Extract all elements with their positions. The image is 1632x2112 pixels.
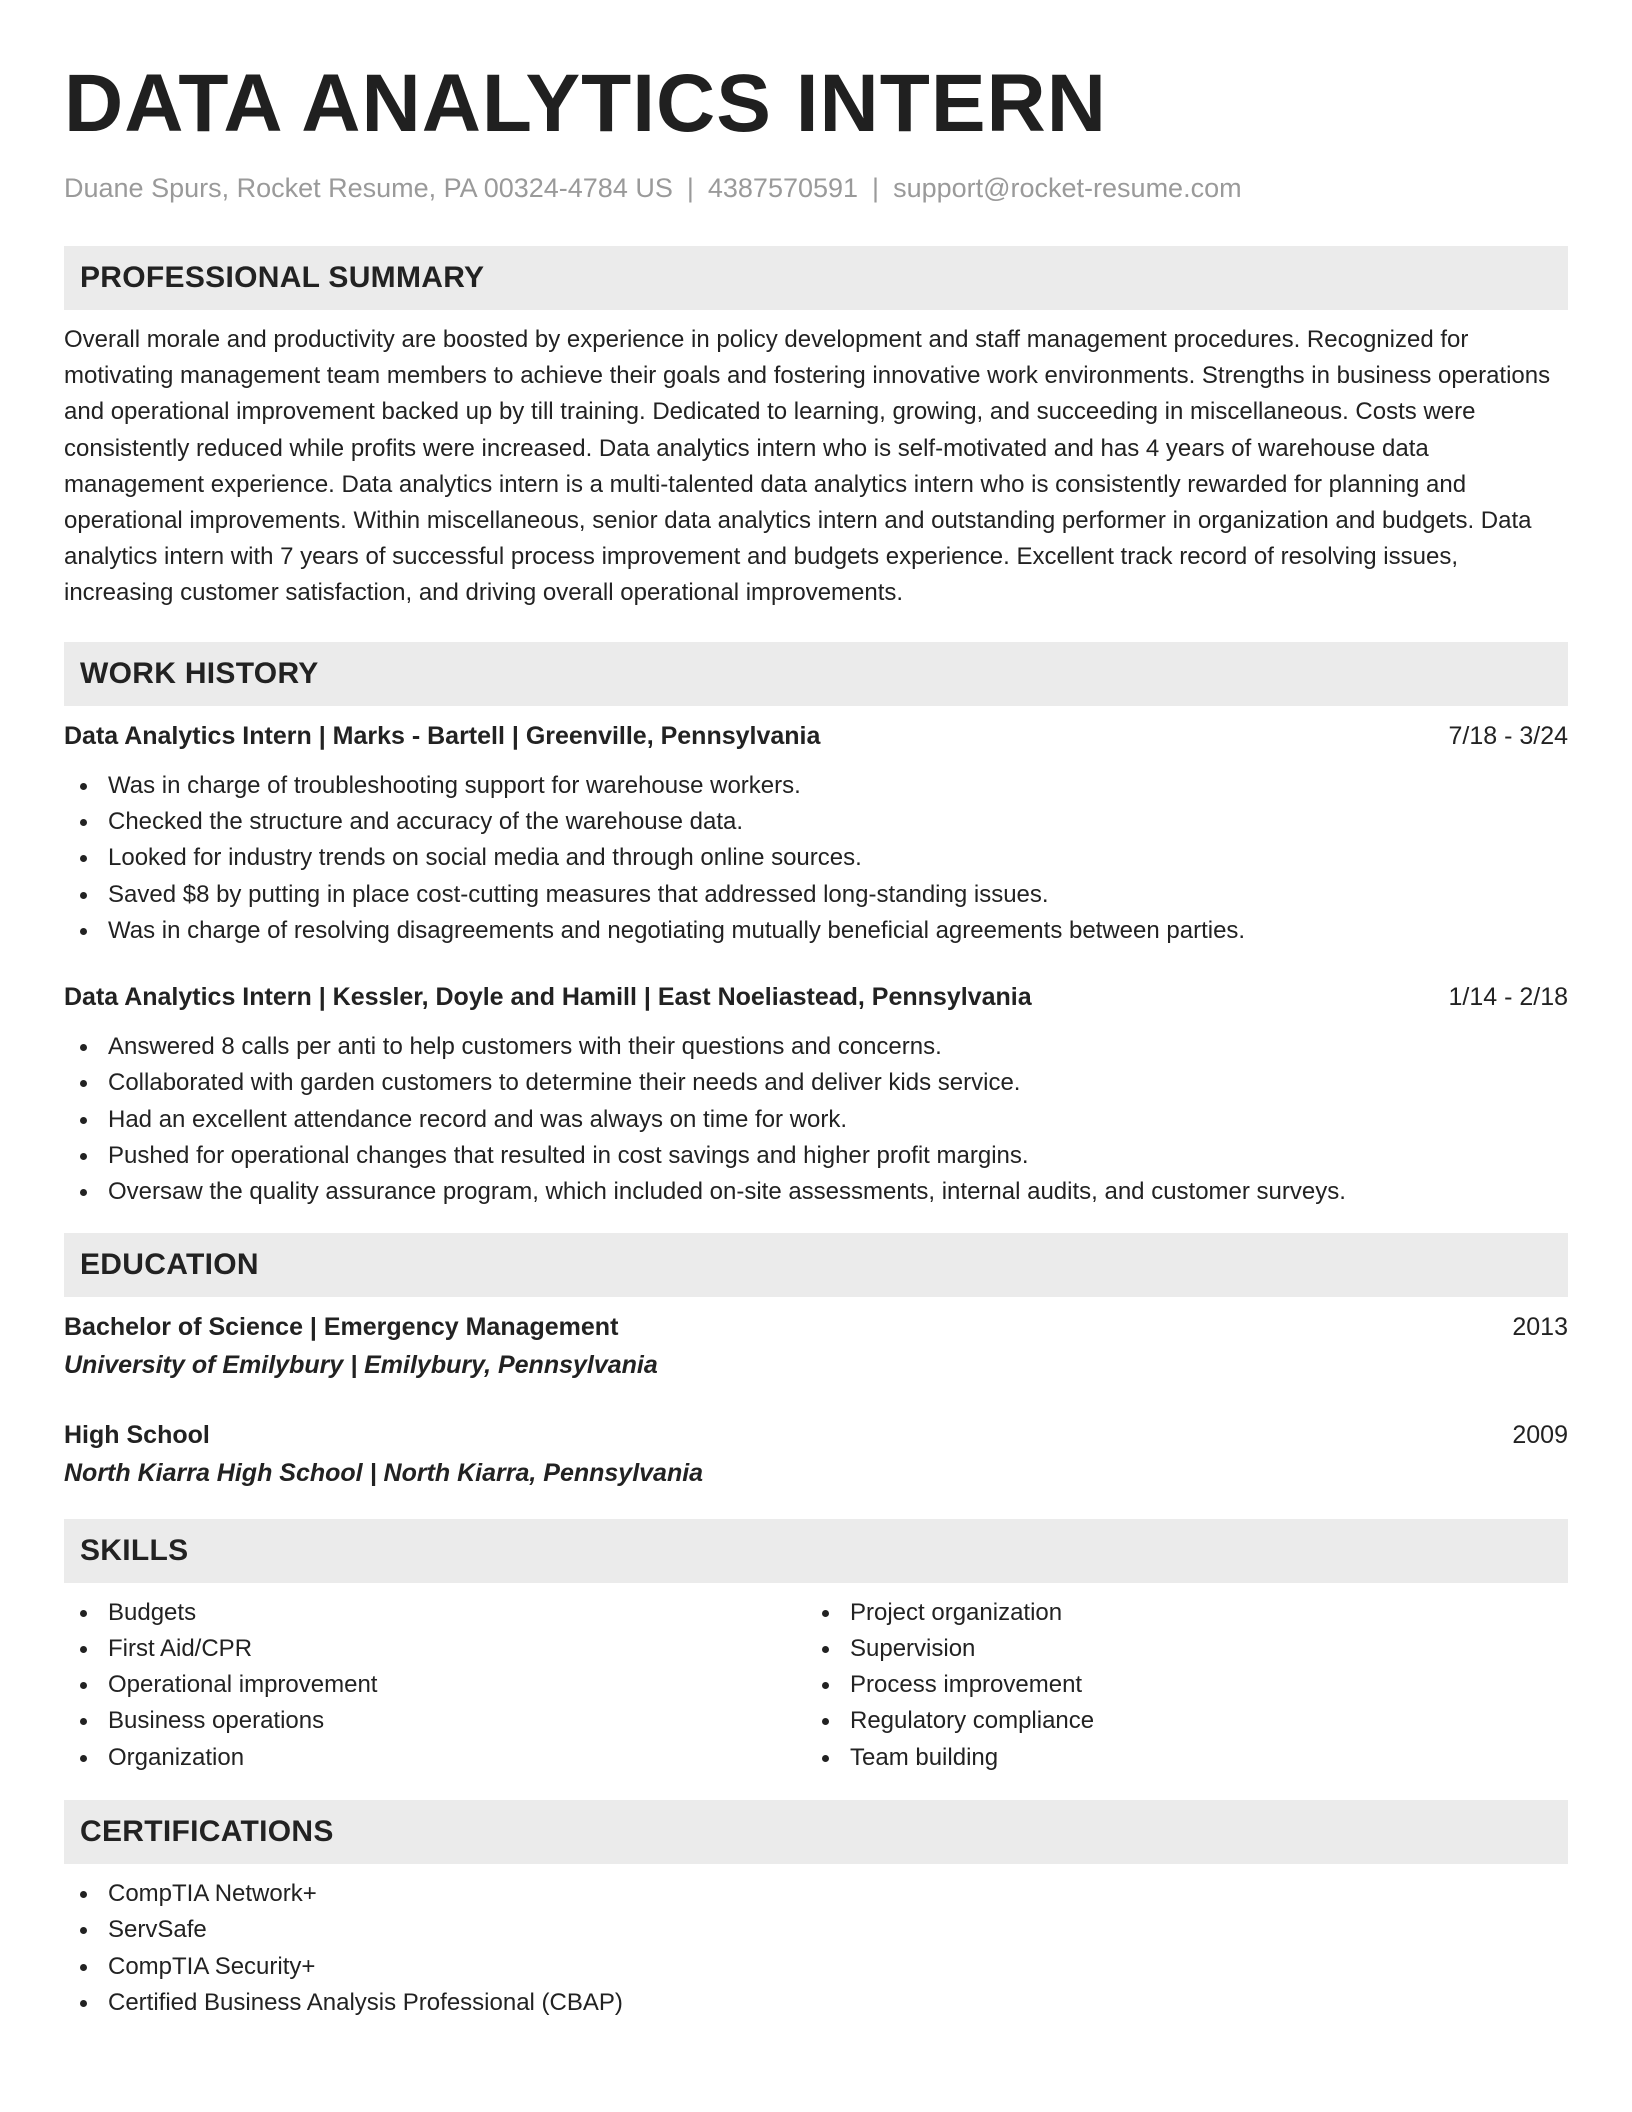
list-item: Business operations — [64, 1703, 806, 1739]
contact-line — [64, 170, 1568, 206]
list-item: Budgets — [64, 1595, 806, 1631]
list-item: CompTIA Network+ — [64, 1876, 1568, 1912]
job-dates: 1/14 - 2/18 — [1448, 983, 1568, 1012]
list-item: Was in charge of resolving disagreements and negotiating mutually beneficial agreements between parties. — [64, 913, 1568, 949]
list-item: Looked for industry trends on social media and through online sources. — [64, 840, 1568, 876]
education-header — [64, 1417, 1568, 1453]
list-item: Organization — [64, 1740, 806, 1776]
job-bullets — [64, 768, 1568, 949]
section-heading-education: EDUCATION — [64, 1233, 1568, 1297]
education-entry — [64, 1417, 1568, 1491]
section-heading-work-history: WORK HISTORY — [64, 642, 1568, 706]
contact-phone: 4387570591 — [707, 173, 859, 203]
resume-title: DATA ANALYTICS INTERN — [64, 58, 1107, 149]
list-item: Checked the structure and accuracy of the warehouse data. — [64, 804, 1568, 840]
education-year: 2013 — [1512, 1312, 1568, 1341]
education-header — [64, 1309, 1568, 1345]
section-heading-summary: PROFESSIONAL SUMMARY — [64, 246, 1568, 310]
education-school: North Kiarra High School | North Kiarra, Pennsylvania — [64, 1458, 704, 1487]
contact-separator: | — [686, 173, 694, 203]
contact-separator: | — [872, 173, 880, 203]
list-item: Oversaw the quality assurance program, which included on-site assessments, internal audits, and customer surveys. — [64, 1174, 1568, 1210]
list-item: Supervision — [806, 1631, 1548, 1667]
education-year: 2009 — [1512, 1420, 1568, 1449]
job-header — [64, 718, 1568, 754]
list-item: Team building — [806, 1740, 1548, 1776]
skills-column-left — [64, 1595, 806, 1776]
list-item: ServSafe — [64, 1912, 1568, 1948]
list-item: Project organization — [806, 1595, 1548, 1631]
education-entry — [64, 1309, 1568, 1383]
job-entry — [64, 979, 1568, 1210]
contact-address: Duane Spurs, Rocket Resume, PA 00324-4784 US — [64, 173, 673, 203]
education-degree: High School — [64, 1420, 210, 1449]
list-item: Saved $8 by putting in place cost-cutting measures that addressed long-standing issues. — [64, 877, 1568, 913]
job-dates: 7/18 - 3/24 — [1448, 721, 1568, 750]
skills-column-right — [806, 1595, 1548, 1776]
job-header — [64, 979, 1568, 1015]
section-heading-certifications: CERTIFICATIONS — [64, 1800, 1568, 1864]
job-bullets — [64, 1029, 1568, 1210]
list-item: Process improvement — [806, 1667, 1548, 1703]
summary-text: Overall morale and productivity are boosted by experience in policy development and staff management procedures. Recognized for motivating management team members to achieve their goals and fostering innovative work environments. Strengths in business operations and operational improvement backed up by till training. Dedicated to learning, growing, and succeeding in miscellaneous. Costs were consistently reduced while profits were increased. Data analytics intern who is self-motivated and has 4 years of warehouse data management experience. Data analytics intern is a multi-talented data analytics intern who is consistently rewarded for planning and operational improvements. Within miscellaneous, senior data analytics intern and outstanding performer in organization and budgets. Data analytics intern with 7 years of successful process improvement and budgets experience. Excellent track record of resolving issues, increasing customer satisfaction, and driving overall operational improvements. — [64, 326, 1551, 607]
list-item: Collaborated with garden customers to determine their needs and deliver kids service. — [64, 1065, 1568, 1101]
list-item: Was in charge of troubleshooting support for warehouse workers. — [64, 768, 1568, 804]
education-degree: Bachelor of Science | Emergency Management — [64, 1312, 619, 1341]
list-item: CompTIA Security+ — [64, 1949, 1568, 1985]
job-title: Data Analytics Intern | Marks - Bartell | Greenville, Pennsylvania — [64, 721, 821, 750]
section-heading-skills: SKILLS — [64, 1519, 1568, 1583]
job-title: Data Analytics Intern | Kessler, Doyle and Hamill | East Noeliastead, Pennsylvania — [64, 983, 1032, 1012]
list-item: First Aid/CPR — [64, 1631, 806, 1667]
list-item: Operational improvement — [64, 1667, 806, 1703]
contact-email: support@rocket-resume.com — [893, 173, 1242, 203]
skills-list — [64, 1595, 1568, 1776]
list-item: Answered 8 calls per anti to help customers with their questions and concerns. — [64, 1029, 1568, 1065]
job-entry — [64, 718, 1568, 949]
list-item: Certified Business Analysis Professional (CBAP) — [64, 1985, 1568, 2021]
list-item: Had an excellent attendance record and was always on time for work. — [64, 1102, 1568, 1138]
education-school: University of Emilybury | Emilybury, Pennsylvania — [64, 1350, 658, 1379]
list-item: Pushed for operational changes that resulted in cost savings and higher profit margins. — [64, 1138, 1568, 1174]
list-item: Regulatory compliance — [806, 1703, 1548, 1739]
certifications-list — [64, 1876, 1568, 2021]
